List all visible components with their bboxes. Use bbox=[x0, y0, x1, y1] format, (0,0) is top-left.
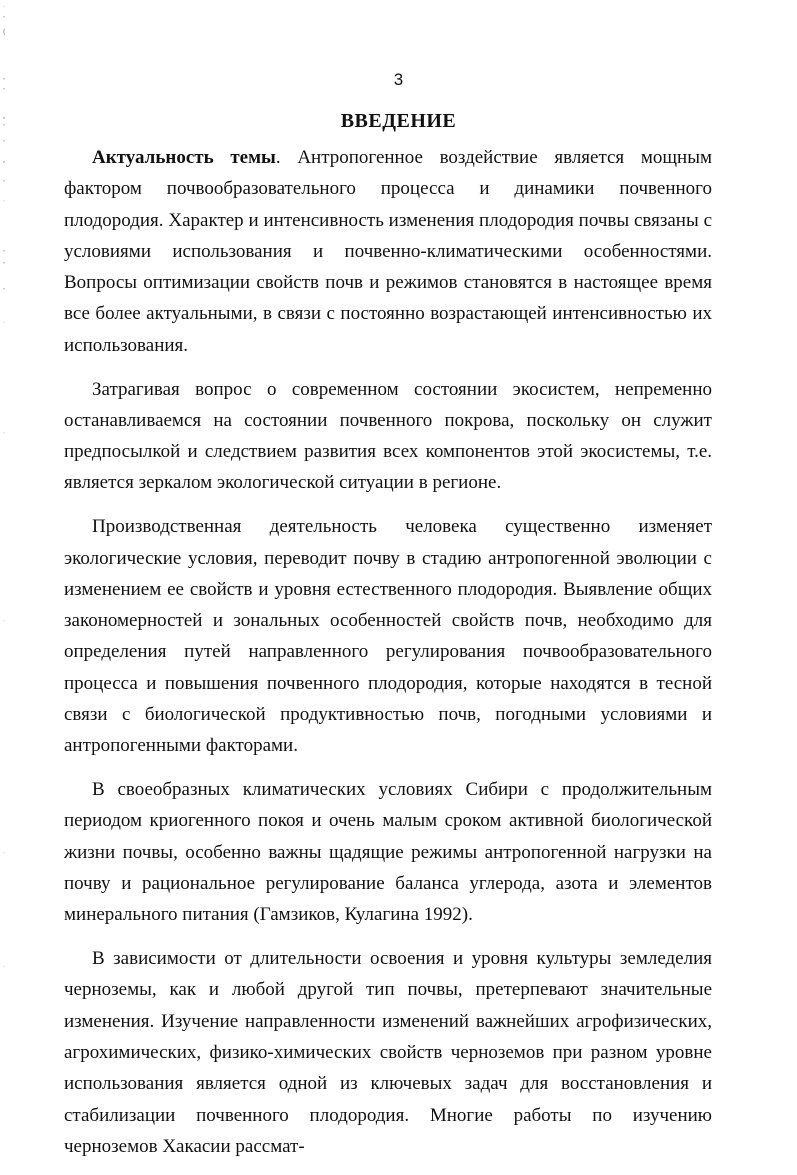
paragraph-human-activity: Производственная деятельность человека существенно изменяет экологические условия, переводит почву в стадию антропогенной эволюции с изменением ее свойств и уровня естественного плодородия. Выявление общих закономерностей и зональных особенностей свойств почв, необходимо для определения путей направленного регулирования почвообразовательного процесса и повышения почвенного плодородия, которые находятся в тесной связи с биологической продуктивностью почв, погодными условиями и антропогенными факторами. bbox=[64, 516, 712, 757]
paragraph-relevance bbox=[64, 142, 712, 361]
body-text bbox=[64, 142, 712, 1175]
paragraph-chernozems: В зависимости от длительности освоения и уровня культуры земледелия черноземы, как и любой другой тип почвы, претерпевают значительные изменения. Изучение направленности изменений важнейших агрофизических, агрохимических, физико-химических свойств черноземов при разном уровне использования является одной из ключевых задач для восстановления и стабилизации почвенного плодородия. Многие работы по изучению черноземов Хакасии рассмат- bbox=[64, 948, 712, 1157]
relevance-lead-label: Актуальность темы bbox=[92, 147, 276, 168]
paragraph-ecosystems: Затрагивая вопрос о современном состоянии экосистем, непременно останавливаемся на состоянии почвенного покрова, поскольку он служит предпосылкой и следствием развития всех компонентов этой экосистемы, т.е. является зеркалом экологической ситуации в регионе. bbox=[64, 378, 712, 494]
scan-edge-marks: ˙ ˇ ( ˇ ˇ , ˇ ˇ , ˇ ˙ ˇ ˇ ˇ ˙ ˙ ˙ ˙ ˙ bbox=[2, 6, 7, 974]
paragraph-text: . Антропогенное воздействие является мощным фактором почвообразовательного процесса и динамики почвенного плодородия. Характер и интенсивность изменения плодородия почвы связаны с условиями использования и почвенно-климатическими особенностями. Вопросы оптимизации свойств почв и режимов становятся в настоящее время все более актуальными, в связи с постоянно возрастающей интенсивностью их использования. bbox=[64, 147, 712, 356]
section-heading: ВВЕДЕНИЕ bbox=[340, 110, 457, 132]
page-number: 3 bbox=[393, 70, 404, 89]
paragraph-siberia-climate: В своеобразных климатических условиях Сибири с продолжительным периодом криогенного покоя и очень малым сроком активной биологической жизни почвы, особенно важны щадящие режимы антропогенной нагрузки на почву и рациональное регулирование баланса углерода, азота и элементов минерального питания (Гамзиков, Кулагина 1992). bbox=[64, 779, 712, 926]
